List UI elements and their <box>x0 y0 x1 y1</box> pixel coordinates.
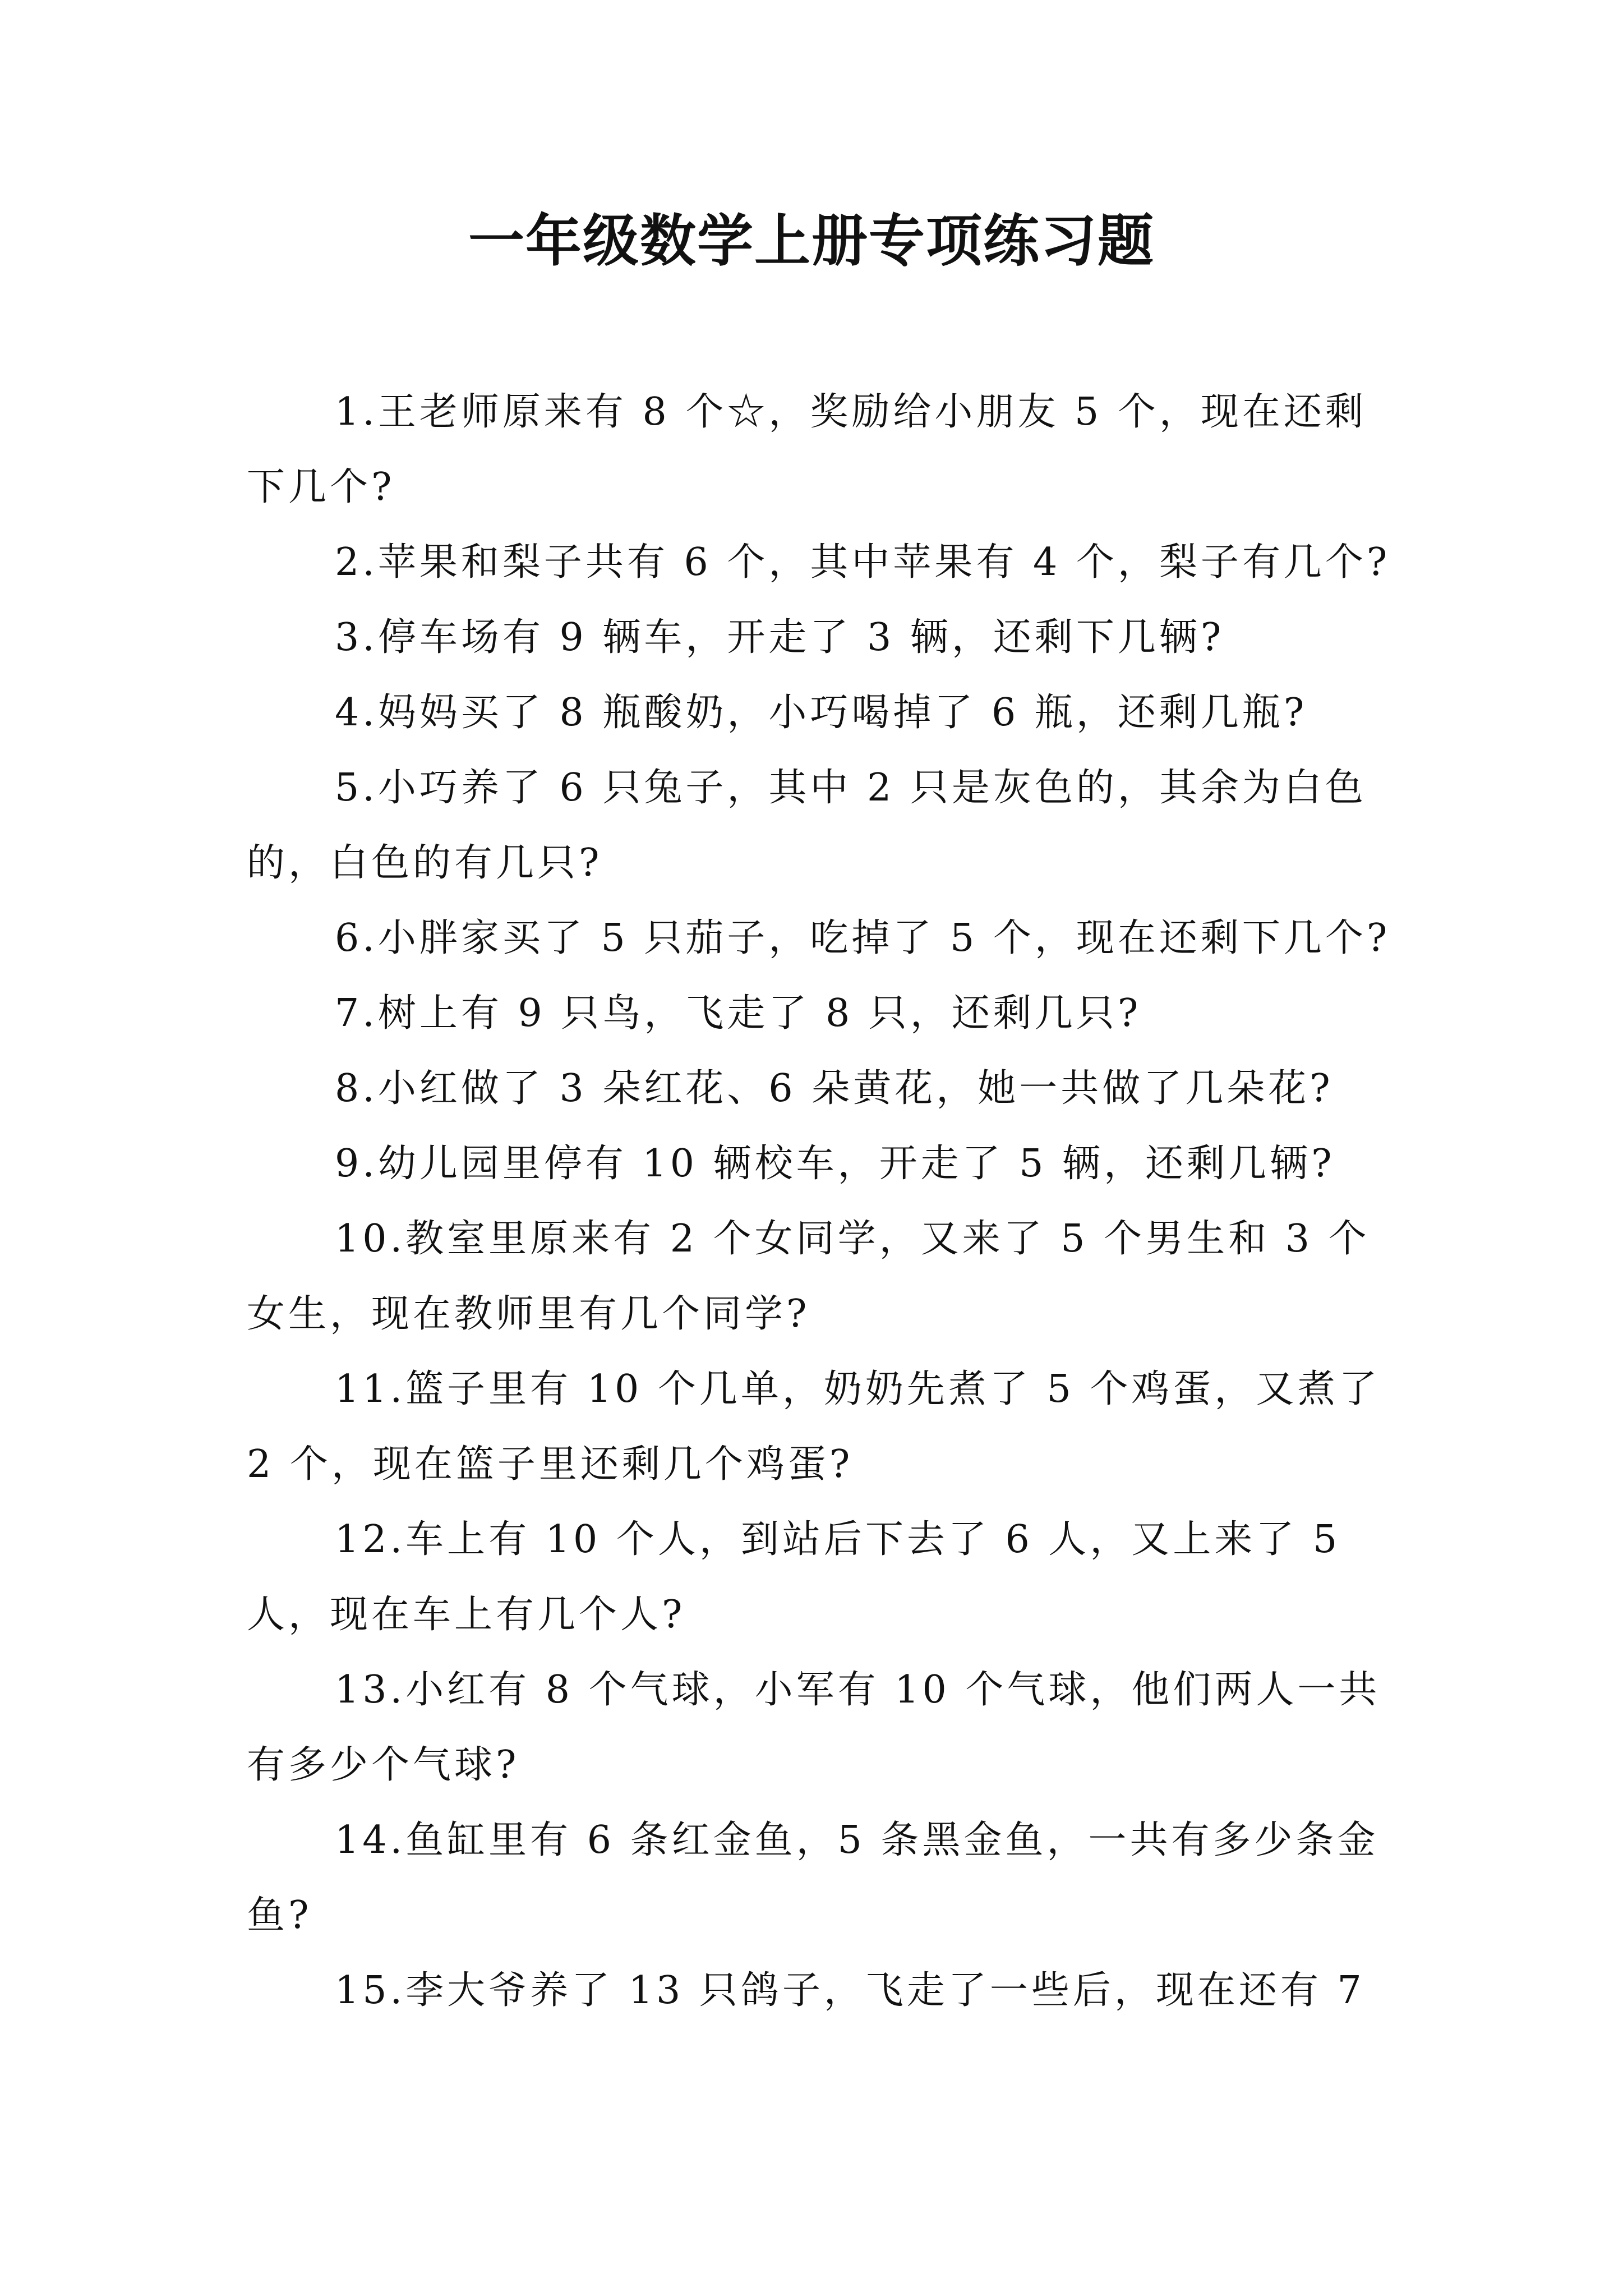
problem-item: 8.小红做了 3 朵红花、6 朵黄花，她一共做了几朵花? <box>335 1066 1334 1111</box>
page-title: 一年级数学上册专项练习题 <box>468 208 1155 274</box>
problem-item: 3.停车场有 9 辆车，开走了 3 辆，还剩下几辆? <box>335 615 1225 660</box>
problem-list <box>247 375 1391 2028</box>
problem-item: 5.小巧养了 6 只兔子，其中 2 只是灰色的，其余为白色的，白色的有几只? <box>247 766 1367 885</box>
problem-item: 10.教室里原来有 2 个女同学，又来了 5 个男生和 3 个女生，现在教师里有几个同学? <box>247 1217 1370 1336</box>
problem-item: 9.幼儿园里停有 10 辆校车，开走了 5 辆，还剩几辆? <box>335 1142 1335 1186</box>
problem-item: 14.鱼缸里有 6 条红金鱼，5 条黑金鱼，一共有多少条金鱼? <box>247 1818 1379 1938</box>
problem-item: 13.小红有 8 个气球，小军有 10 个气球，他们两人一共有多少个气球? <box>247 1668 1381 1787</box>
problem-item: 7.树上有 9 只鸟，飞走了 8 只，还剩几只? <box>335 991 1142 1036</box>
problem-item: 1.王老师原来有 8 个☆，奖励给小朋友 5 个，现在还剩下几个? <box>247 390 1367 509</box>
problem-item: 11.篮子里有 10 个几单，奶奶先煮了 5 个鸡蛋，又煮了 2 个，现在篮子里还剩几个鸡蛋? <box>247 1367 1381 1487</box>
problem-item: 6.小胖家买了 5 只茄子，吃掉了 5 个，现在还剩下几个? <box>335 916 1391 960</box>
problem-item: 15.李大爷养了 13 只鸽子，飞走了一些后，现在还有 7 <box>335 1968 1365 2013</box>
problem-item: 12.车上有 10 个人，到站后下去了 6 人，又上来了 5 人，现在车上有几个人? <box>247 1517 1341 1637</box>
problem-item: 4.妈妈买了 8 瓶酸奶，小巧喝掉了 6 瓶，还剩几瓶? <box>335 691 1308 735</box>
problem-item: 2.苹果和梨子共有 6 个，其中苹果有 4 个，梨子有几个? <box>335 540 1391 585</box>
